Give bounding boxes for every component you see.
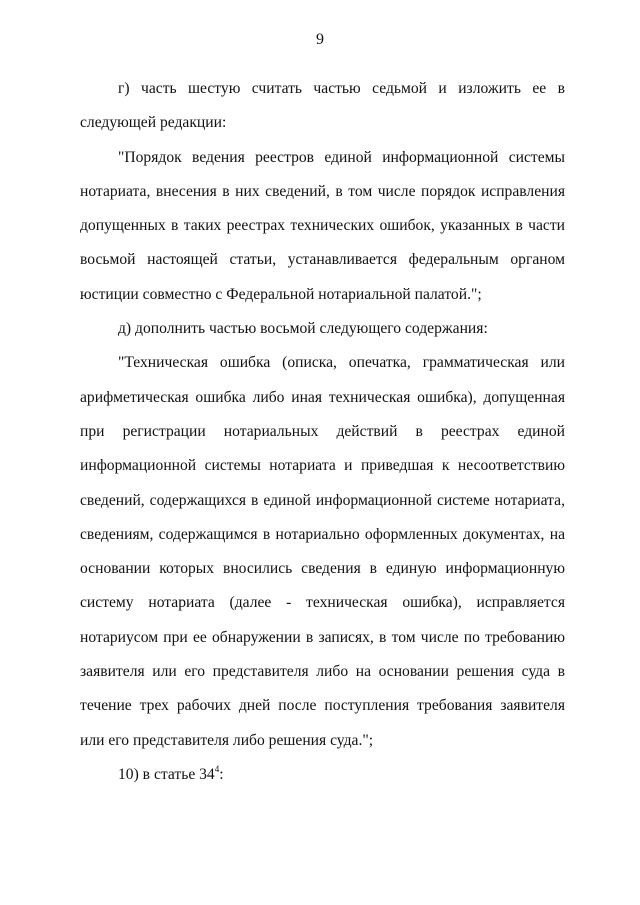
- paragraph-technical-error: "Техническая ошибка (описка, опечатка, грамматическая или арифметическая ошибка либо иная техническая ошибка), допущенная при регистрации нотариальных действий в реестрах единой информационной системы нотариата и приведшая к несоответствию сведений, содержащихся в единой информационной системе нотариата, сведениям, содержащимся в нотариально оформленных документах, на основании которых вносились сведения в единую информационную систему нотариата (далее - техническая ошибка), исправляется нотариусом при ее обнаружении в записях, в том числе по требованию заявителя или его представителя либо на основании решения суда в течение трех рабочих дней после поступления требования заявителя или его представителя либо решения суда.";: [80, 354, 565, 749]
- item-10-superscript: 4: [214, 763, 220, 774]
- paragraph-amendment-g: г) часть шестую считать частью седьмой и изложить ее в следующей редакции:: [80, 80, 565, 132]
- document-body: [80, 72, 565, 792]
- paragraph-registry-procedure: "Порядок ведения реестров единой информационной системы нотариата, внесения в них сведений, в том числе порядок исправления допущенных в таких реестрах технических ошибок, указанных в части восьмой настоящей статьи, устанавливается федеральным органом юстиции совместно с Федеральной нотариальной палатой.";: [80, 148, 565, 303]
- item-10-suffix: :: [219, 765, 224, 783]
- item-10-text: 10) в статье 34: [118, 765, 215, 783]
- page-number: 9: [316, 31, 324, 48]
- paragraph-item-10: [80, 758, 565, 792]
- paragraph-amendment-d: д) дополнить частью восьмой следующего содержания:: [118, 320, 488, 338]
